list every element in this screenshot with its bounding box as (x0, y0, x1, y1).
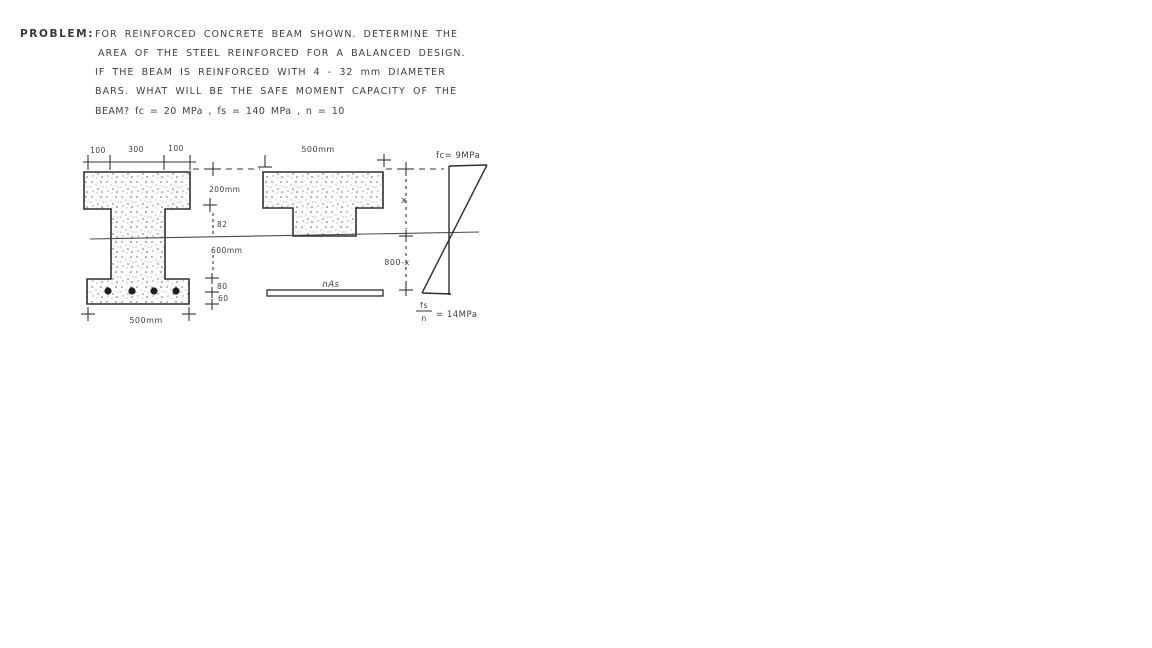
fc-stress-label: fc= 9MPa (436, 151, 481, 161)
stress-top-edge (449, 165, 487, 166)
ibeam-dim-100-left: 100 (90, 146, 106, 155)
problem-line-3: IF THE BEAM IS REINFORCED WITH 4 - 32 mm DIAMETER (95, 67, 446, 78)
tsection-top-dim-label: 500mm (301, 145, 335, 154)
x-dimension-column (399, 162, 413, 296)
problem-line-4: BARS. WHAT WILL BE THE SAFE MOMENT CAPACITY OF THE (95, 86, 458, 97)
steel-strip (267, 290, 383, 296)
na-offset-label: 82 (217, 220, 228, 229)
problem-line-2: AREA OF THE STEEL REINFORCED FOR A BALANCED DESIGN. (98, 48, 466, 59)
stress-diagonal (422, 165, 487, 293)
ibeam-top-dimension (83, 155, 196, 170)
problem-line-5: BEAM? fc = 20 MPa , fs = 140 MPa , n = 10 (95, 106, 345, 117)
x-lower-label: 800-x (384, 258, 410, 267)
ibeam-dim-100-right: 100 (168, 144, 184, 153)
fs-numerator: fs (420, 301, 428, 310)
ibeam-bottom-dim-label: 500mm (129, 316, 163, 325)
tsection-outline (263, 172, 383, 236)
steel-strip-label: nAs (322, 280, 340, 290)
problem-label: PROBLEM: (20, 28, 95, 40)
dim-80-label: 80 (217, 282, 228, 291)
fs-over-n-fraction (416, 301, 477, 323)
fs-stress-value: = 14MPa (436, 310, 478, 320)
rebar-dot (104, 287, 111, 294)
flange-depth-label: 200mm (209, 185, 241, 194)
dim-60-label: 60 (218, 294, 229, 303)
ibeam-dim-300-mid: 300 (128, 145, 144, 154)
rebar-dot (128, 287, 135, 294)
steel-strip-group (267, 280, 383, 296)
tsection-top-dimension (258, 154, 391, 167)
rebar-dot (172, 287, 179, 294)
stress-bottom-edge (422, 293, 451, 294)
stress-diagram (422, 165, 487, 295)
rebar-dot (150, 287, 157, 294)
web-depth-label: 600mm (211, 246, 243, 255)
x-upper-label: x (401, 196, 407, 206)
problem-line-1: FOR REINFORCED CONCRETE BEAM SHOWN. DETERMINE THE (95, 29, 459, 40)
fs-denominator: n (421, 314, 427, 323)
beam-sketch (0, 0, 520, 340)
tsection (263, 172, 383, 236)
